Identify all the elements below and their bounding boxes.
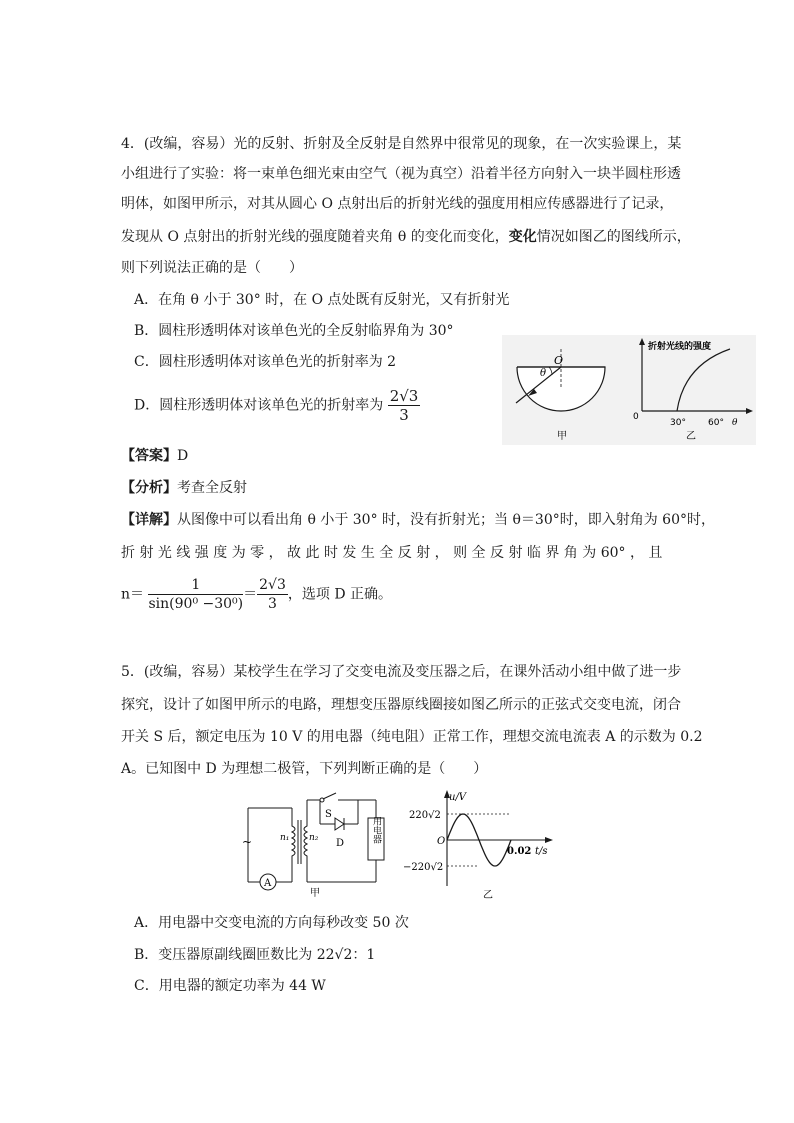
ammeter-label: A [264,878,272,889]
q5-option-a: A．用电器中交变电流的方向每秒改变 50 次 [134,915,409,931]
q4-answer [121,446,188,466]
n1-label: n₁ [280,833,290,843]
o-label: O [554,354,564,367]
t-axis-label: t/s [535,846,548,857]
q4-formula [121,576,392,613]
q4-option-a: A．在角 θ 小于 30° 时，在 O 点处既有反射光，又有折射光 [134,292,510,308]
ac-source-icon: ~ [242,835,253,849]
q5-line-1: 5．(改编，容易）某校学生在学习了交变电流及变压器之后，在课外活动小组中做了进一步 [121,664,682,680]
detail-tag: 【详解】 [121,512,177,528]
fraction-numerator: 2√3 [389,387,419,405]
caption-yi: 乙 [686,431,696,442]
theta-label: θ [540,368,547,379]
q5-line-4: A。已知图中 D 为理想二极管，下列判断正确的是（ ） [121,761,488,777]
formula-num-1: 1 [148,576,243,595]
q4-line-4b: 情况如图乙的图线所示， [536,229,691,245]
graph-tick-60: 60° [708,418,724,428]
q4-analysis [121,478,247,498]
load-label: 用电器 [371,816,381,844]
analysis-tag: 【分析】 [121,480,177,496]
formula-equals: ＝ [243,586,258,603]
switch-lever-icon [323,793,336,799]
secondary-coil [304,800,307,882]
q5-circuit-diagram [232,790,392,900]
q4-detail-2: 折 射 光 线 强 度 为 零 ， 故 此 时 发 生 全 反 射 ， 则 全 反 射 临 界 角 为 60° ， 且 [121,545,663,561]
q4-line-3: 明体，如图甲所示，对其从圆心 O 点射出后的折射光线的强度用相应传感器进行了记录， [121,196,674,212]
q5-line-3: 开关 S 后，额定电压为 10 V 的用电器（纯电阻）正常工作，理想交流电流表 A 的示数为 0.2 [121,729,703,745]
graph-origin: 0 [633,412,639,422]
q4-figures [502,335,756,445]
q4-option-d-fraction [388,387,421,424]
formula-tail: ，选项 D 正确。 [287,586,392,603]
q4-detail-1 [121,510,715,530]
analysis-text: 考查全反射 [177,480,247,496]
switch-label: S [325,809,332,820]
formula-num-2: 2√3 [259,577,286,593]
q4-line-2: 小组进行了实验：将一束单色细光束由空气（视为真空）沿着半径方向射入一块半圆柱形透 [121,166,681,182]
q4-line-1: 4．(改编，容易）光的反射、折射及全反射是自然界中很常见的现象，在一次实验课上，某 [121,136,682,152]
formula-fraction-2 [257,576,288,613]
q4-line-4 [121,227,691,247]
q4-line-5: 则下列说法正确的是（ ） [121,260,303,276]
q4-line-4a: 发现从 O 点射出的折射光线的强度随着夹角 θ 的变化而变化， [121,229,509,245]
answer-tag: 【答案】 [121,448,177,464]
fraction-denominator: 3 [399,406,409,424]
formula-den-2: 3 [268,596,277,612]
n2-label: n₂ [309,833,319,843]
q5-option-b: B．变压器原副线圈匝数比为 22√2：1 [134,947,376,963]
graph-tick-30: 30° [670,418,686,428]
q4-line-4-bold: 变化 [508,229,537,245]
q5-line-2: 探究，设计了如图甲所示的电路，理想变压器原线圈接如图乙所示的正弦式交变电流，闭合 [121,697,681,713]
ymin-label: −220√2 [403,862,444,873]
q4-option-d-text: D．圆柱形透明体对该单色光的折射率为 [134,397,384,414]
q5-voltage-graph [403,786,563,906]
answer-value: D [177,448,189,464]
formula-den-1: sin(90⁰ −30⁰) [148,596,244,612]
formula-fraction-1 [148,576,243,613]
caption-yi-5: 乙 [483,890,493,901]
t-axis-arrow-icon [545,837,553,843]
diode-label: D [336,838,345,849]
detail-text-1: 从图像中可以看出角 θ 小于 30° 时，没有折射光；当 θ＝30°时，即入射角为 60°时， [177,512,716,528]
t-tick-label: 0.02 [507,846,532,857]
q5-option-c: C．用电器的额定功率为 44 W [134,978,326,994]
q4-option-c: C．圆柱形透明体对该单色光的折射率为 2 [134,354,397,370]
u-axis-label: u/V [449,792,467,803]
caption-jia: 甲 [557,431,567,442]
primary-coil [292,808,295,882]
q4-option-d [134,387,420,424]
q4-option-b: B．圆柱形透明体对该单色光的全反射临界角为 30° [134,323,454,339]
graph-xlabel: θ [732,418,738,428]
origin-label: O [437,836,446,847]
formula-lhs: n＝ [121,586,145,603]
graph-ylabel: 折射光线的强度 [648,342,712,352]
diode-icon [335,818,344,830]
caption-jia-5: 甲 [310,888,320,899]
ymax-label: 220√2 [409,810,441,821]
